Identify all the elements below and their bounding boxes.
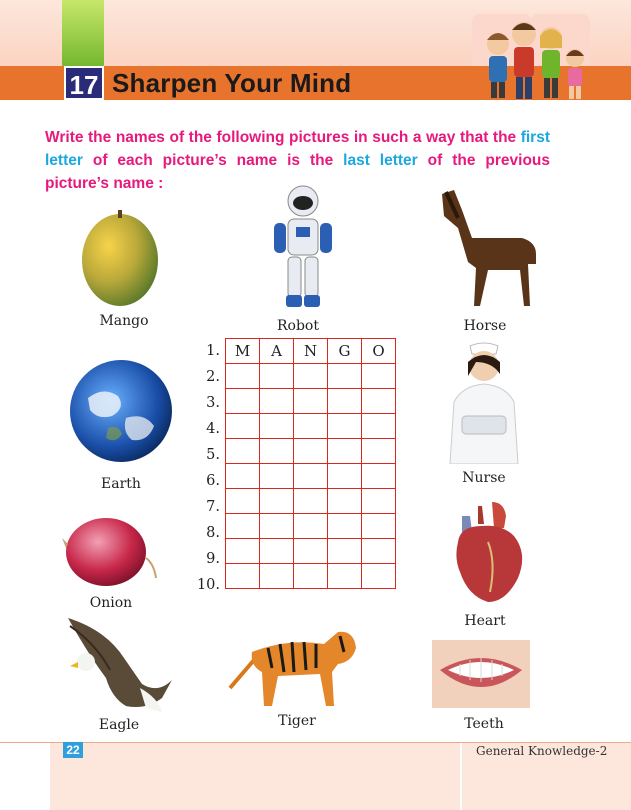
row-label: 6.: [206, 473, 220, 489]
grid-cell[interactable]: [260, 564, 294, 589]
nurse-caption: Nurse: [462, 470, 506, 486]
grid-cell[interactable]: [362, 489, 396, 514]
grid-row: [226, 339, 396, 364]
onion-caption: Onion: [89, 595, 133, 611]
grid-cell[interactable]: [294, 514, 328, 539]
grid-cell[interactable]: [328, 489, 362, 514]
grid-cell[interactable]: [260, 489, 294, 514]
grid-cell[interactable]: [226, 539, 260, 564]
tiger-caption: Tiger: [278, 713, 316, 729]
row-label: 2.: [206, 369, 220, 385]
eagle-caption: Eagle: [98, 717, 140, 733]
page-number: 22: [63, 742, 83, 758]
grid-cell[interactable]: [328, 439, 362, 464]
grid-cell[interactable]: [294, 414, 328, 439]
answer-grid: [225, 338, 396, 589]
earth-picture: [68, 358, 174, 464]
grid-cell[interactable]: [328, 364, 362, 389]
grid-cell[interactable]: [226, 439, 260, 464]
instruction-text: Write the names of the following pictures in such a way that the first letter of each picture’s name is the last letter of the previous picture’s name :: [45, 129, 551, 192]
heart-caption: Heart: [464, 613, 506, 629]
grid-cell[interactable]: [328, 464, 362, 489]
book-title: General Knowledge-2: [476, 744, 608, 758]
chapter-title: Sharpen Your Mind: [112, 68, 352, 98]
grid-cell[interactable]: [294, 539, 328, 564]
header-green-tab: [62, 0, 104, 70]
grid-cell[interactable]: [260, 389, 294, 414]
grid-cell[interactable]: G: [328, 339, 362, 364]
teeth-picture: [432, 640, 530, 708]
tiger-picture: [228, 612, 358, 710]
row-label: 7.: [206, 499, 220, 515]
grid-cell[interactable]: [226, 389, 260, 414]
chapter-number: 17: [64, 66, 104, 100]
row-label: 1.: [206, 343, 220, 359]
grid-cell[interactable]: [362, 389, 396, 414]
footer-left-panel: [50, 742, 460, 810]
row-label: 3.: [206, 395, 220, 411]
grid-cell[interactable]: [328, 539, 362, 564]
grid-row: [226, 514, 396, 539]
robot-caption: Robot: [277, 318, 319, 334]
footer-divider: [0, 742, 631, 743]
grid-row: [226, 464, 396, 489]
grid-cell[interactable]: [362, 414, 396, 439]
earth-caption: Earth: [101, 476, 141, 492]
grid-cell[interactable]: [226, 489, 260, 514]
grid-cell[interactable]: M: [226, 339, 260, 364]
grid-cell[interactable]: [226, 414, 260, 439]
grid-cell[interactable]: [260, 464, 294, 489]
grid-cell[interactable]: [362, 514, 396, 539]
grid-cell[interactable]: [226, 364, 260, 389]
grid-cell[interactable]: [294, 364, 328, 389]
robot-picture: [268, 183, 338, 313]
grid-cell[interactable]: [294, 389, 328, 414]
row-label: 8.: [206, 525, 220, 541]
grid-cell[interactable]: O: [362, 339, 396, 364]
kids-illustration: [476, 14, 591, 102]
grid-cell[interactable]: [362, 564, 396, 589]
grid-row-labels: [190, 338, 220, 598]
grid-cell[interactable]: [260, 514, 294, 539]
horse-picture: [432, 188, 542, 310]
heart-picture: [448, 502, 528, 604]
onion-picture: [62, 508, 158, 588]
grid-cell[interactable]: [260, 539, 294, 564]
grid-cell[interactable]: [294, 439, 328, 464]
grid-cell[interactable]: [294, 489, 328, 514]
grid-cell[interactable]: [328, 389, 362, 414]
row-label: 5.: [206, 447, 220, 463]
grid-row: [226, 539, 396, 564]
grid-cell[interactable]: [226, 464, 260, 489]
grid-cell[interactable]: [226, 514, 260, 539]
grid-row: [226, 489, 396, 514]
grid-row: [226, 439, 396, 464]
grid-row: [226, 364, 396, 389]
grid-cell[interactable]: A: [260, 339, 294, 364]
grid-cell[interactable]: [260, 439, 294, 464]
grid-cell[interactable]: [362, 464, 396, 489]
grid-cell[interactable]: N: [294, 339, 328, 364]
grid-cell[interactable]: [260, 364, 294, 389]
row-label: 10.: [196, 577, 220, 593]
grid-cell[interactable]: [226, 564, 260, 589]
eagle-picture: [66, 614, 174, 714]
grid-cell[interactable]: [362, 539, 396, 564]
grid-cell[interactable]: [294, 564, 328, 589]
grid-cell[interactable]: [362, 439, 396, 464]
mango-picture: [78, 208, 162, 308]
row-label: 4.: [206, 421, 220, 437]
grid-cell[interactable]: [328, 414, 362, 439]
row-label: 9.: [206, 551, 220, 567]
grid-cell[interactable]: [328, 514, 362, 539]
grid-cell[interactable]: [362, 364, 396, 389]
grid-row: [226, 414, 396, 439]
horse-caption: Horse: [463, 318, 507, 334]
grid-row: [226, 564, 396, 589]
grid-cell[interactable]: [328, 564, 362, 589]
grid-row: [226, 389, 396, 414]
grid-cell[interactable]: [260, 414, 294, 439]
grid-cell[interactable]: [294, 464, 328, 489]
nurse-picture: [440, 340, 528, 464]
teeth-caption: Teeth: [464, 716, 504, 732]
mango-caption: Mango: [99, 313, 149, 329]
